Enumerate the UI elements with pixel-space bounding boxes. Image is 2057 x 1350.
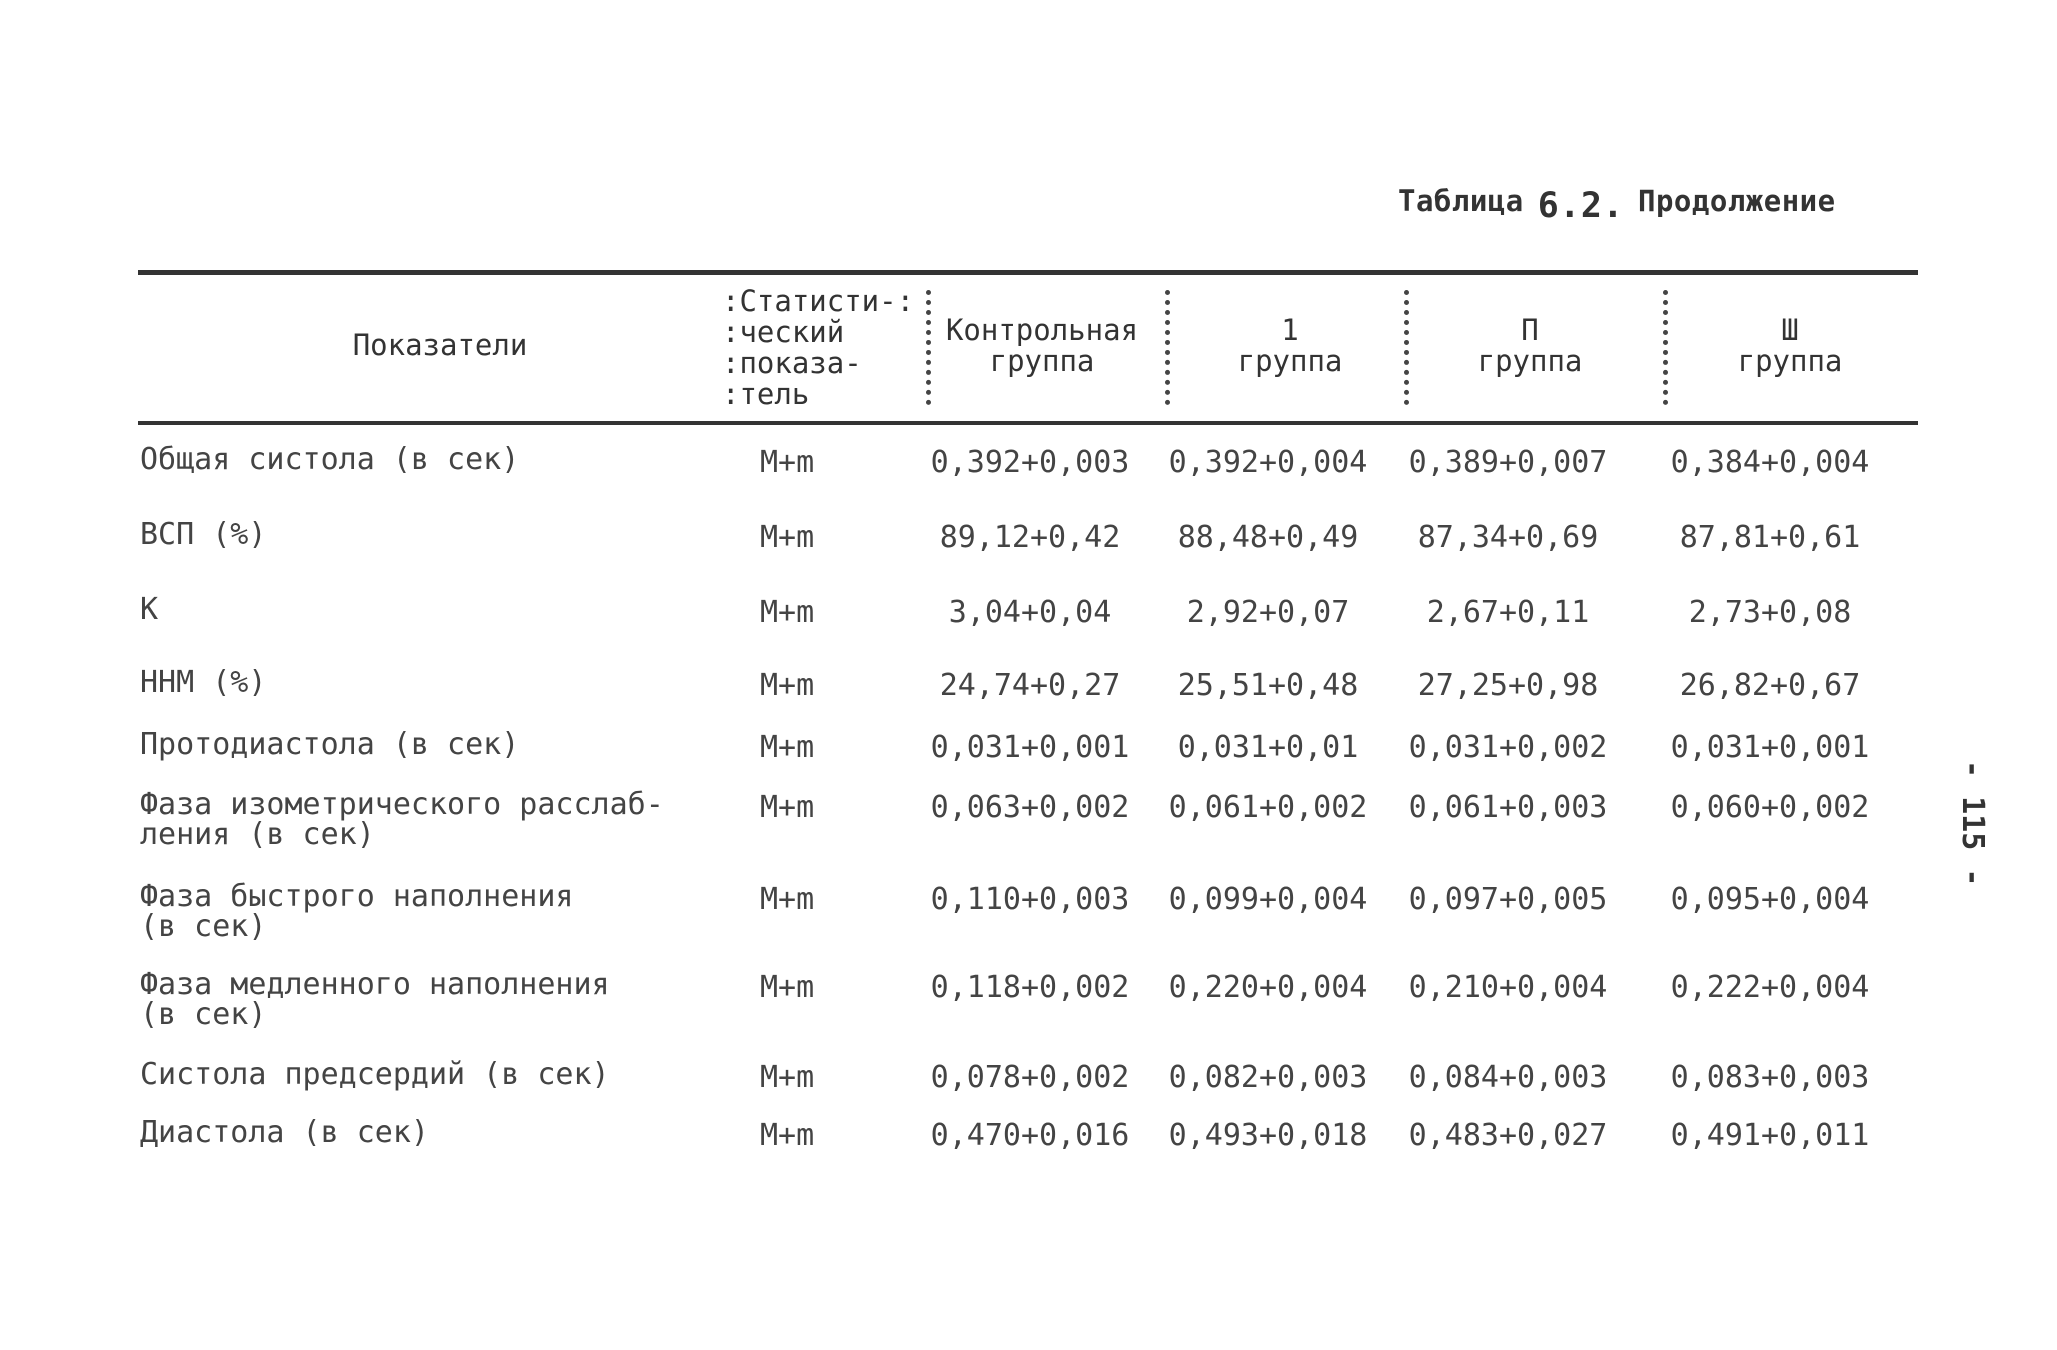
group-3-value: 0,031+0,001 <box>1670 730 1870 765</box>
page-number: - 115 - <box>1955 760 1990 887</box>
statistic-cell: М+m <box>760 1060 815 1095</box>
indicator-name: Фаза изометрического расслаб- ления (в сек) <box>140 787 664 852</box>
group-3-value: 2,73+0,08 <box>1688 595 1852 630</box>
control-group-value: 0,118+0,002 <box>930 970 1130 1005</box>
group-2-value: 87,34+0,69 <box>1417 520 1599 555</box>
group-1-value: 0,031+0,01 <box>1177 730 1359 765</box>
group-1-value: 0,099+0,004 <box>1168 882 1368 917</box>
header-group-3: Ш группа <box>1737 313 1843 378</box>
indicator-name: Диастола (в сек) <box>140 1115 429 1150</box>
control-group-value: 3,04+0,04 <box>948 595 1112 630</box>
column-separator <box>1663 290 1668 405</box>
group-2-value: 0,097+0,005 <box>1408 882 1608 917</box>
group-2-value: 2,67+0,11 <box>1426 595 1590 630</box>
table-header-rule <box>138 421 1918 425</box>
indicator-name: Фаза медленного наполнения (в сек) <box>140 967 610 1032</box>
group-2-value: 0,483+0,027 <box>1408 1118 1608 1153</box>
caption-table-word: Таблица <box>1398 184 1524 218</box>
group-1-value: 2,92+0,07 <box>1186 595 1350 630</box>
group-2-value: 27,25+0,98 <box>1417 668 1599 703</box>
group-1-value: 0,493+0,018 <box>1168 1118 1368 1153</box>
control-group-value: 0,063+0,002 <box>930 790 1130 825</box>
statistic-cell: М+m <box>760 790 815 825</box>
control-group-value: 0,470+0,016 <box>930 1118 1130 1153</box>
control-group-value: 0,078+0,002 <box>930 1060 1130 1095</box>
group-2-value: 0,389+0,007 <box>1408 445 1608 480</box>
group-3-value: 87,81+0,61 <box>1679 520 1861 555</box>
group-1-value: 0,220+0,004 <box>1168 970 1368 1005</box>
statistic-cell: М+m <box>760 730 815 765</box>
group-2-value: 0,210+0,004 <box>1408 970 1608 1005</box>
statistic-cell: М+m <box>760 445 815 480</box>
group-2-value: 0,061+0,003 <box>1408 790 1608 825</box>
indicator-name: К <box>140 592 159 627</box>
control-group-value: 0,110+0,003 <box>930 882 1130 917</box>
header-group-1: 1 группа <box>1237 313 1343 378</box>
statistic-cell: М+m <box>760 970 815 1005</box>
group-1-value: 25,51+0,48 <box>1177 668 1359 703</box>
group-3-value: 26,82+0,67 <box>1679 668 1861 703</box>
control-group-value: 0,031+0,001 <box>930 730 1130 765</box>
header-indicators: Показатели <box>352 328 528 362</box>
group-3-value: 0,083+0,003 <box>1670 1060 1870 1095</box>
group-1-value: 88,48+0,49 <box>1177 520 1359 555</box>
column-separator <box>926 290 931 405</box>
column-separator <box>1165 290 1170 405</box>
indicator-name: Общая систола (в сек) <box>140 442 520 477</box>
group-1-value: 0,082+0,003 <box>1168 1060 1368 1095</box>
group-3-value: 0,491+0,011 <box>1670 1118 1870 1153</box>
header-control-group: Контрольная группа <box>945 313 1139 378</box>
group-2-value: 0,031+0,002 <box>1408 730 1608 765</box>
table-caption <box>1398 180 1836 226</box>
indicator-name: Фаза быстрого наполнения (в сек) <box>140 879 574 944</box>
group-3-value: 0,095+0,004 <box>1670 882 1870 917</box>
group-2-value: 0,084+0,003 <box>1408 1060 1608 1095</box>
header-statistic: :Статисти-: :ческий :показа- :тель <box>722 284 915 411</box>
group-3-value: 0,222+0,004 <box>1670 970 1870 1005</box>
statistic-cell: М+m <box>760 520 815 555</box>
group-3-value: 0,384+0,004 <box>1670 445 1870 480</box>
indicator-name: ННМ (%) <box>140 665 267 700</box>
column-separator <box>1404 290 1409 405</box>
indicator-name: Протодиастола (в сек) <box>140 727 520 762</box>
table-top-rule <box>138 270 1918 275</box>
control-group-value: 0,392+0,003 <box>930 445 1130 480</box>
caption-continuation: Продолжение <box>1638 184 1836 218</box>
control-group-value: 24,74+0,27 <box>939 668 1121 703</box>
statistic-cell: М+m <box>760 668 815 703</box>
indicator-name: Систола предсердий (в сек) <box>140 1057 610 1092</box>
caption-table-number: 6.2. <box>1537 186 1625 226</box>
group-1-value: 0,392+0,004 <box>1168 445 1368 480</box>
statistic-cell: М+m <box>760 595 815 630</box>
header-group-2: П группа <box>1477 313 1583 378</box>
statistic-cell: М+m <box>760 882 815 917</box>
group-3-value: 0,060+0,002 <box>1670 790 1870 825</box>
indicator-name: ВСП (%) <box>140 517 267 552</box>
statistic-cell: М+m <box>760 1118 815 1153</box>
control-group-value: 89,12+0,42 <box>939 520 1121 555</box>
group-1-value: 0,061+0,002 <box>1168 790 1368 825</box>
